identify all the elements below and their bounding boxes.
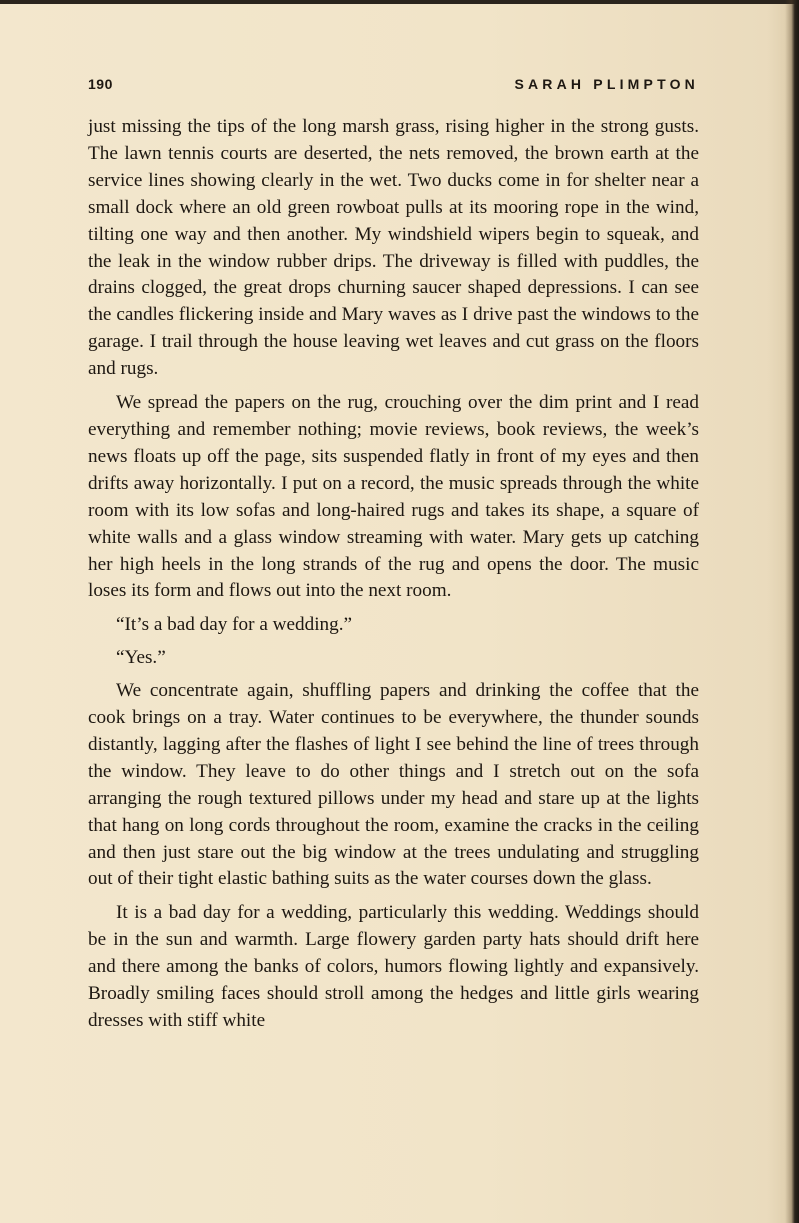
page-number: 190: [88, 76, 113, 92]
paragraph: We concentrate again, shuffling papers and drinking the coffee that the cook brings on a tray. Water continues to be everywhere, the thunder sounds distantly, lagging after the flashes of light I see behind the line of trees through the window. They leave to do other things and I stretch out on the sofa arranging the rough textured pillows under my head and stare up at the lights that hang on long cords throughout the room, examine the cracks in the ceiling and then just stare out the big window at the trees undulating and struggling out of their tight elastic bathing suits as the water courses down the glass.: [88, 680, 699, 890]
body-text: [88, 114, 699, 1042]
page-header: [88, 76, 699, 98]
page-spine-shadow: [785, 0, 799, 1223]
paragraph: We spread the papers on the rug, crouching over the dim print and I read everything and remember nothing; movie reviews, book reviews, the week’s news floats up off the page, sits suspended flatly in front of my eyes and then drifts away horizontally. I put on a record, the music spreads through the white room with its low sofas and long-haired rugs and takes its shape, a square of white walls and a glass window streaming with water. Mary gets up catching her high heels in the long strands of the rug and opens the door. The music loses its form and flows out into the next room.: [88, 392, 699, 602]
dialogue-line: “Yes.”: [116, 647, 166, 669]
running-head-author: SARAH PLIMPTON: [514, 76, 699, 92]
page-top-edge: [0, 0, 799, 4]
paragraph: It is a bad day for a wedding, particularly this wedding. Weddings should be in the sun and warmth. Large flowery garden party hats should drift here and there among the banks of colors, humors flowing lightly and expansively. Broadly smiling faces should stroll among the hedges and little girls wearing dresses with stiff white: [88, 902, 699, 1031]
dialogue-line: “It’s a bad day for a wedding.”: [116, 614, 353, 636]
paragraph-continued: just missing the tips of the long marsh grass, rising higher in the strong gusts. The lawn tennis courts are deserted, the nets removed, the brown earth at the service lines showing clearly in the wet. Two ducks come in for shelter near a small dock where an old green rowboat pulls at its mooring rope in the wind, tilting one way and then another. My windshield wipers begin to squeak, and the leak in the window rubber drips. The driveway is filled with puddles, the drains clogged, the great drops churning saucer shaped depressions. I can see the candles flickering inside and Mary waves as I drive past the windows to the garage. I trail through the house leaving wet leaves and cut grass on the floors and rugs.: [88, 116, 699, 380]
